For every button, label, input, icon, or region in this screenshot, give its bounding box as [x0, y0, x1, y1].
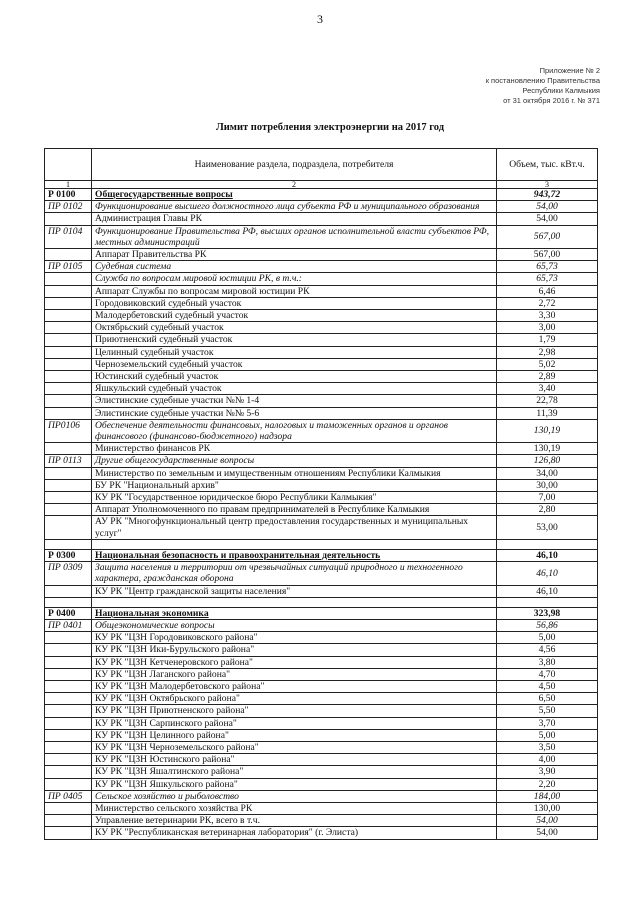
column-number: 1 [45, 181, 92, 189]
row-value [497, 539, 598, 549]
row-name: Элистинские судебные участки №№ 1-4 [92, 395, 497, 407]
table-row [45, 504, 598, 516]
table-row [45, 827, 598, 839]
table-row [45, 766, 598, 778]
table-row [45, 371, 598, 383]
row-value: 6,46 [497, 285, 598, 297]
row-value: 3,40 [497, 383, 598, 395]
row-name: Администрация Главы РК [92, 213, 497, 225]
row-value: 2,20 [497, 778, 598, 790]
row-name: КУ РК "ЦЗН Сарпинского района" [92, 717, 497, 729]
row-name: КУ РК "ЦЗН Целинного района" [92, 729, 497, 741]
row-code [45, 346, 92, 358]
row-name: КУ РК "ЦЗН Октябрьского района" [92, 693, 497, 705]
table-row [45, 407, 598, 419]
row-name: Функционирование высшего должностного лица субъекта РФ и муниципального образования [92, 201, 497, 213]
row-code: ПР 0102 [45, 201, 92, 213]
row-value: 56,86 [497, 619, 598, 631]
row-name: КУ РК "ЦЗН Малодербетовского района" [92, 680, 497, 692]
row-name: Защита населения и территории от чрезвычайных ситуаций природного и техногенного характера, гражданская оборона [92, 562, 497, 585]
row-code [45, 815, 92, 827]
row-name: Малодербетовский судебный участок [92, 310, 497, 322]
row-name [92, 539, 497, 549]
row-code [45, 297, 92, 309]
row-value: 46,10 [497, 585, 598, 597]
table-row [45, 479, 598, 491]
row-value: 5,02 [497, 358, 598, 370]
row-name: КУ РК "ЦЗН Яшкульского района" [92, 778, 497, 790]
section-row [45, 607, 598, 619]
column-number: 3 [497, 181, 598, 189]
table-row [45, 334, 598, 346]
subsection-row [45, 225, 598, 248]
row-code [45, 395, 92, 407]
row-value: 65,73 [497, 273, 598, 285]
row-code [45, 443, 92, 455]
row-name: Национальная экономика [92, 607, 497, 619]
row-name: Общеэкономические вопросы [92, 619, 497, 631]
row-name: Министерство по земельным и имущественным отношениям Республики Калмыкия [92, 467, 497, 479]
row-value: 943,72 [497, 189, 598, 201]
row-name: КУ РК "ЦЗН Лаганского района" [92, 668, 497, 680]
row-code [45, 516, 92, 539]
row-name: КУ РК "ЦЗН Юстинского района" [92, 754, 497, 766]
row-name: КУ РК "ЦЗН Городовиковского района" [92, 632, 497, 644]
row-value: 54,00 [497, 815, 598, 827]
row-value [497, 597, 598, 607]
row-name: Обеспечение деятельности финансовых, налоговых и таможенных органов и органов финансового (финансово-бюджетного) надзора [92, 419, 497, 442]
row-value: 5,00 [497, 632, 598, 644]
table-row [45, 467, 598, 479]
row-code: ПР 0104 [45, 225, 92, 248]
row-code [45, 371, 92, 383]
table-row [45, 358, 598, 370]
row-code: ПР 0309 [45, 562, 92, 585]
subsection-row [45, 419, 598, 442]
row-value: 46,10 [497, 562, 598, 585]
row-value: 7,00 [497, 492, 598, 504]
row-name: КУ РК "ЦЗН Ики-Бурульского района" [92, 644, 497, 656]
row-code [45, 705, 92, 717]
row-name: Министерство финансов РК [92, 443, 497, 455]
row-code [45, 467, 92, 479]
row-name [92, 597, 497, 607]
row-value: 46,10 [497, 549, 598, 561]
row-code: Р 0100 [45, 189, 92, 201]
column-number: 2 [92, 181, 497, 189]
row-code [45, 729, 92, 741]
subsection-row [45, 619, 598, 631]
column-number-row [45, 181, 598, 189]
table-row [45, 346, 598, 358]
row-code [45, 322, 92, 334]
subsection-row [45, 455, 598, 467]
row-value: 3,50 [497, 741, 598, 753]
header-code [45, 149, 92, 181]
row-code [45, 504, 92, 516]
row-value: 4,00 [497, 754, 598, 766]
row-code [45, 802, 92, 814]
row-value: 323,98 [497, 607, 598, 619]
row-code [45, 827, 92, 839]
row-name: Сельское хозяйство и рыболовство [92, 790, 497, 802]
table-row [45, 383, 598, 395]
header-volume: Объем, тыс. кВт.ч. [497, 149, 598, 181]
electricity-limit-table [44, 148, 598, 840]
table-row [45, 693, 598, 705]
row-code [45, 479, 92, 491]
subsection-row [45, 261, 598, 273]
row-value: 34,00 [497, 467, 598, 479]
row-name: КУ РК "Республиканская ветеринарная лаборатория" (г. Элиста) [92, 827, 497, 839]
table-row [45, 705, 598, 717]
row-code [45, 383, 92, 395]
row-value: 65,73 [497, 261, 598, 273]
table-row [45, 815, 598, 827]
row-value: 3,70 [497, 717, 598, 729]
row-code [45, 597, 92, 607]
row-value: 30,00 [497, 479, 598, 491]
section-row [45, 549, 598, 561]
row-name: Юстинский судебный участок [92, 371, 497, 383]
subsection-row [45, 273, 598, 285]
table-row [45, 754, 598, 766]
table-row [45, 285, 598, 297]
table-row [45, 492, 598, 504]
table-row [45, 310, 598, 322]
row-name: АУ РК "Многофункциональный центр предоставления государственных и муниципальных услуг" [92, 516, 497, 539]
section-row [45, 189, 598, 201]
row-name: Приютненский судебный участок [92, 334, 497, 346]
row-value: 184,00 [497, 790, 598, 802]
table-row [45, 443, 598, 455]
row-code: ПР 0105 [45, 261, 92, 273]
row-name: Яшкульский судебный участок [92, 383, 497, 395]
row-code [45, 273, 92, 285]
row-value: 567,00 [497, 225, 598, 248]
row-code [45, 754, 92, 766]
row-name: Октябрьский судебный участок [92, 322, 497, 334]
table-row [45, 632, 598, 644]
row-code [45, 285, 92, 297]
row-code [45, 778, 92, 790]
row-value: 130,19 [497, 419, 598, 442]
subsection-row [45, 562, 598, 585]
row-code [45, 334, 92, 346]
table-row [45, 778, 598, 790]
row-name: Черноземельский судебный участок [92, 358, 497, 370]
row-code [45, 680, 92, 692]
table-row [45, 802, 598, 814]
row-value: 2,72 [497, 297, 598, 309]
row-value: 22,78 [497, 395, 598, 407]
row-code: ПР 0401 [45, 619, 92, 631]
row-value: 3,80 [497, 656, 598, 668]
row-code [45, 492, 92, 504]
row-name: КУ РК "ЦЗН Черноземельского района" [92, 741, 497, 753]
table-row [45, 516, 598, 539]
row-code [45, 644, 92, 656]
row-value: 5,50 [497, 705, 598, 717]
row-code: ПР0106 [45, 419, 92, 442]
row-value: 11,39 [497, 407, 598, 419]
row-name: Министерство сельского хозяйства РК [92, 802, 497, 814]
table-row [45, 297, 598, 309]
row-name: КУ РК "ЦЗН Яшалтинского района" [92, 766, 497, 778]
table-row [45, 213, 598, 225]
appendix-line: Республики Калмыкия [522, 86, 600, 95]
row-value: 3,00 [497, 322, 598, 334]
page-number: 3 [317, 12, 323, 26]
table-row [45, 741, 598, 753]
row-value: 3,30 [497, 310, 598, 322]
table-row [45, 249, 598, 261]
row-name: Целинный судебный участок [92, 346, 497, 358]
row-value: 1,79 [497, 334, 598, 346]
row-value: 130,00 [497, 802, 598, 814]
row-name: Другие общегосударственные вопросы [92, 455, 497, 467]
subsection-row [45, 201, 598, 213]
blank-row [45, 539, 598, 549]
table-row [45, 656, 598, 668]
subsection-row [45, 790, 598, 802]
appendix-note [486, 66, 600, 106]
row-code [45, 656, 92, 668]
row-value: 54,00 [497, 213, 598, 225]
row-value: 6,50 [497, 693, 598, 705]
row-value: 4,50 [497, 680, 598, 692]
row-value: 5,00 [497, 729, 598, 741]
table-row [45, 395, 598, 407]
row-code [45, 766, 92, 778]
row-name: БУ РК "Национальный архив" [92, 479, 497, 491]
row-value: 2,98 [497, 346, 598, 358]
row-name: КУ РК "Государственное юридическое бюро Республики Калмыкия" [92, 492, 497, 504]
row-value: 3,90 [497, 766, 598, 778]
document-title: Лимит потребления электроэнергии на 2017 год [215, 122, 445, 133]
appendix-line: от 31 октября 2016 г. № 371 [503, 96, 600, 105]
row-value: 54,00 [497, 201, 598, 213]
row-value: 54,00 [497, 827, 598, 839]
row-code [45, 693, 92, 705]
row-name: Элистинские судебные участки №№ 5-6 [92, 407, 497, 419]
row-code [45, 213, 92, 225]
row-code [45, 407, 92, 419]
row-name: Городовиковский судебный участок [92, 297, 497, 309]
row-code: Р 0300 [45, 549, 92, 561]
row-name: Судебная система [92, 261, 497, 273]
row-value: 2,80 [497, 504, 598, 516]
row-name: Аппарат Службы по вопросам мировой юстиции РК [92, 285, 497, 297]
row-name: Аппарат Уполномоченного по правам предпринимателей в Республике Калмыкия [92, 504, 497, 516]
table-row [45, 585, 598, 597]
row-code [45, 717, 92, 729]
row-code [45, 249, 92, 261]
row-code [45, 668, 92, 680]
table-header-row [45, 149, 598, 181]
row-value: 53,00 [497, 516, 598, 539]
table-row [45, 668, 598, 680]
row-value: 567,00 [497, 249, 598, 261]
table-row [45, 717, 598, 729]
row-code [45, 310, 92, 322]
row-code [45, 358, 92, 370]
row-code [45, 741, 92, 753]
row-code: ПР 0113 [45, 455, 92, 467]
row-name: Функционирование Правительства РФ, высших органов исполнительной власти субъектов РФ, местных администраций [92, 225, 497, 248]
row-value: 4,70 [497, 668, 598, 680]
table-row [45, 729, 598, 741]
table-row [45, 680, 598, 692]
row-value: 130,19 [497, 443, 598, 455]
appendix-line: к постановлению Правительства [485, 76, 600, 85]
row-code: Р 0400 [45, 607, 92, 619]
row-name: Служба по вопросам мировой юстиции РК, в т.ч.: [92, 273, 497, 285]
row-value: 126,80 [497, 455, 598, 467]
row-name: КУ РК "ЦЗН Кетченеровского района" [92, 656, 497, 668]
row-code [45, 539, 92, 549]
row-name: Общегосударственные вопросы [92, 189, 497, 201]
row-name: КУ РК "ЦЗН Приютненского района" [92, 705, 497, 717]
row-name: Управление ветеринарии РК, всего в т.ч. [92, 815, 497, 827]
row-value: 2,89 [497, 371, 598, 383]
row-code: ПР 0405 [45, 790, 92, 802]
header-name: Наименование раздела, подраздела, потребителя [92, 149, 497, 181]
row-name: КУ РК "Центр гражданской защиты населения" [92, 585, 497, 597]
row-code [45, 632, 92, 644]
appendix-line: Приложение № 2 [539, 66, 600, 75]
table-row [45, 322, 598, 334]
row-name: Национальная безопасность и правоохранительная деятельность [92, 549, 497, 561]
blank-row [45, 597, 598, 607]
table-row [45, 644, 598, 656]
row-name: Аппарат Правительства РК [92, 249, 497, 261]
row-code [45, 585, 92, 597]
row-value: 4,56 [497, 644, 598, 656]
